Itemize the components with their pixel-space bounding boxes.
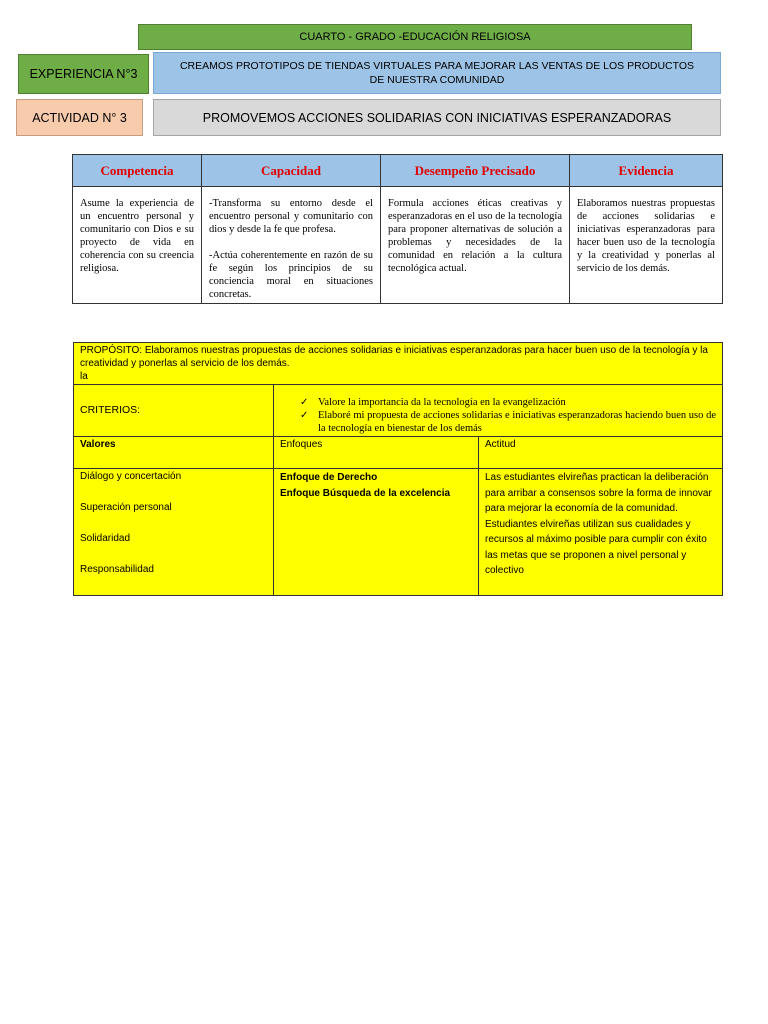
criteria-list: [280, 396, 716, 435]
activity-label: [16, 99, 143, 136]
values-body-row: [74, 469, 723, 596]
grade-banner: [138, 24, 692, 50]
criteria-item: [280, 409, 716, 435]
criteria-item-text: Elaboré mi propuesta de acciones solidarias e iniciativas esperanzadoras haciendo buen uso de la tecnología en bienestar de los demás: [318, 410, 717, 434]
criteria-row: [74, 385, 723, 437]
capacidad-item: -Actúa coherentemente en razón de su fe según los principios de su conciencia moral en situaciones concretas.: [209, 250, 373, 300]
grade-banner-text: CUARTO - GRADO -EDUCACIÓN RELIGIOSA: [299, 31, 531, 43]
header-desempeno: Desempeño Precisado: [381, 155, 570, 187]
enfoque-item: Enfoque Búsqueda de la excelencia: [280, 487, 451, 499]
criteria-item-text: Valore la importancia da la tecnología en la evangelización: [318, 397, 566, 408]
competency-header-row: [73, 155, 723, 187]
cell-valores: [74, 469, 274, 596]
header-enfoques: [274, 437, 479, 469]
header-valores-text: Valores: [80, 439, 116, 450]
cell-competencia: [73, 187, 202, 304]
valor-item: Solidaridad: [80, 533, 131, 544]
purpose-label: PROPÓSITO:: [80, 345, 143, 356]
experience-label-text: EXPERIENCIA N°3: [29, 67, 138, 81]
valor-item: Superación personal: [80, 502, 172, 513]
header-competencia: Competencia: [73, 155, 202, 187]
criteria-item: [280, 396, 716, 409]
purpose-text: Elaboramos nuestras propuestas de acciones solidarias e iniciativas esperanzadoras para hacer buen uso de la tecnología y la creatividad y ponerlas al servicio de los demás.: [80, 345, 708, 369]
actitud-item: Estudiantes elvireñas utilizan sus cualidades y recursos al máximo posible para cumplir con éxito las metas que se proponen a nivel personal y colectivo: [485, 518, 707, 576]
header-actitud: [479, 437, 723, 469]
actitud-item: Las estudiantes elvireñas practican la deliberación para arribar a consensos sobre la forma de innovar para mejorar la economía de la comunidad.: [485, 472, 712, 514]
desempeno-text: Formula acciones éticas creativas y esperanzadoras en el uso de la tecnología para proponer alternativas de solución a problemas y necesidades de la comunidad en relación a la cultura tecnológica actual.: [388, 198, 562, 274]
capacidad-item: -Transforma su entorno desde el encuentro personal y comunitario con dios y desde la fe que profesa.: [209, 198, 373, 235]
competency-body-row: [73, 187, 723, 304]
cell-capacidad: [202, 187, 381, 304]
purpose-table: [73, 342, 723, 596]
purpose-row: [74, 343, 723, 385]
cell-actitud: [479, 469, 723, 596]
values-header-row: [74, 437, 723, 469]
header-evidencia: Evidencia: [570, 155, 723, 187]
checkmark-icon: ✓: [300, 410, 309, 421]
activity-title-text: PROMOVEMOS ACCIONES SOLIDARIAS CON INICIATIVAS ESPERANZADORAS: [202, 110, 672, 125]
header-actitud-text: Actitud: [485, 439, 516, 450]
valor-item: Diálogo y concertación: [80, 471, 182, 482]
criteria-label: CRITERIOS:: [80, 404, 141, 416]
experience-title: [153, 52, 721, 94]
cell-desempeno: [381, 187, 570, 304]
criteria-list-cell: [274, 385, 723, 437]
header-valores: [74, 437, 274, 469]
valor-item: Responsabilidad: [80, 564, 154, 575]
enfoque-item: Enfoque de Derecho: [280, 472, 378, 483]
activity-label-text: ACTIVIDAD N° 3: [32, 110, 127, 125]
evidencia-text: Elaboramos nuestras propuestas de acciones solidarias e iniciativas esperanzadoras para hacer buen uso de la tecnología y la creatividad y ponerlas al servicio de los demás.: [577, 198, 715, 274]
header-enfoques-text: Enfoques: [280, 439, 323, 450]
competency-table: [72, 154, 723, 304]
purpose-tail: la: [80, 371, 88, 382]
criteria-label-cell: [74, 385, 274, 437]
checkmark-icon: ✓: [300, 397, 309, 408]
competencia-text: Asume la experiencia de un encuentro personal y comunitario con Dios e su proyecto de vida en coherencia con su creencia religiosa.: [80, 198, 194, 274]
cell-enfoques: [274, 469, 479, 596]
cell-evidencia: [570, 187, 723, 304]
purpose-cell: [74, 343, 723, 385]
activity-title: [153, 99, 721, 136]
experience-label: [18, 54, 149, 94]
experience-title-text: CREAMOS PROTOTIPOS DE TIENDAS VIRTUALES PARA MEJORAR LAS VENTAS DE LOS PRODUCTOS DE NUESTRA COMUNIDAD: [179, 60, 695, 86]
header-capacidad: Capacidad: [202, 155, 381, 187]
